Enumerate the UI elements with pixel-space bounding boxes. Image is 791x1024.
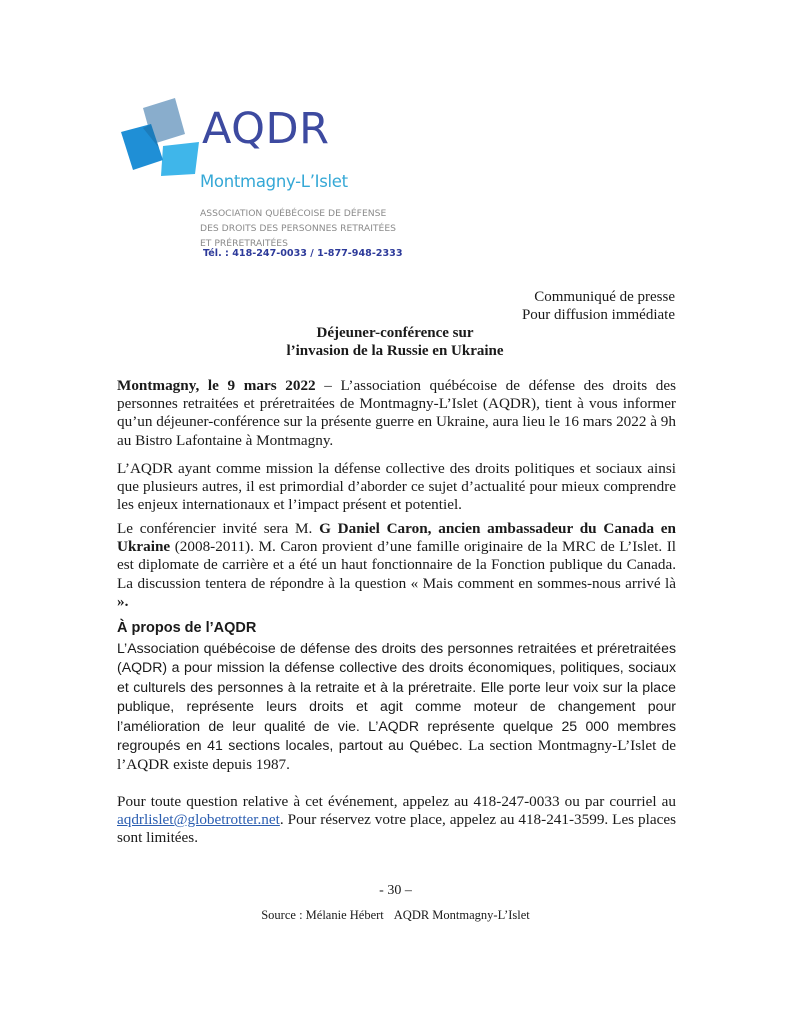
paragraph-text: La section Montmagny-L’Islet de l’AQDR existe depuis 1987. <box>117 737 677 774</box>
dateline: Montmagny, le 9 mars 2022 <box>117 377 316 394</box>
logo-telephone: Tél. : 418-247-0033 / 1-877-948-2333 <box>203 248 403 259</box>
end-marker: - 30 – <box>379 883 412 898</box>
title-line: Déjeuner-conférence sur <box>316 325 474 341</box>
paragraph-text: . Pour réservez votre place, appelez au 418-241-3599. Les places sont limitées. <box>117 811 676 847</box>
document-title <box>110 324 680 360</box>
paragraph-announcement <box>117 377 676 450</box>
aqdr-squares-icon <box>115 98 199 178</box>
logo-title: AQDR <box>202 104 330 154</box>
paragraph-text: Le conférencier invité sera M. <box>117 520 320 537</box>
paragraph-contact <box>117 793 676 848</box>
paragraph-text: L’Association québécoise de défense des droits des personnes retraitées et préretraitées (AQDR) a pour mission la défense collective des droits économiques, politiques, sociaux et culturels des personnes à la retraite et à la préretraite. Elle porte leur voix sur la place publique, représente leurs droits et agit comme moteur de changement pour l’amélioration de leur qualité de vie. L’AQDR représente quelque 25 000 membres regroupés en 41 sections locales, partout au Québec. <box>117 640 676 754</box>
paragraph-mission: L’AQDR ayant comme mission la défense collective des droits politiques et sociaux ainsi que plusieurs autres, il est primordial d’aborder ce sujet d’actualité pour mieux comprendre les enjeux internationaux et l’impact présent et potentiel. <box>117 460 676 514</box>
source-organization: AQDR Montmagny-L’Islet <box>393 908 530 922</box>
email-link[interactable]: aqdrlislet@globetrotter.net <box>117 811 280 829</box>
source-author: Source : Mélanie Hébert <box>261 908 384 922</box>
paragraph-about <box>117 639 676 775</box>
paragraph-speaker <box>117 520 676 611</box>
speaker-name: G Daniel Caron, ancien ambassadeur du Canada en Ukraine <box>117 520 676 556</box>
press-release-label <box>522 288 675 324</box>
closing-quote: ». <box>117 592 129 610</box>
about-heading: À propos de l’AQDR <box>117 620 257 636</box>
logo-subtitle: Montmagny-L’Islet <box>200 172 348 191</box>
association-line: ASSOCIATION QUÉBÉCOISE DE DÉFENSE <box>200 208 387 219</box>
release-note: Pour diffusion immédiate <box>521 307 675 323</box>
paragraph-text: Pour toute question relative à cet événement, appelez au 418-247-0033 ou par courriel au <box>117 793 676 810</box>
source-line <box>0 908 791 923</box>
logo-association-name <box>200 206 440 251</box>
title-line: l’invasion de la Russie en Ukraine <box>286 343 504 359</box>
press-release-type: Communiqué de presse <box>534 289 675 305</box>
paragraph-text: – L’association québécoise de défense des droits des personnes retraitées et préretraitées de Montmagny-L’Islet (AQDR), tient à vous informer qu’un déjeuner-conférence sur la présente guerre en Ukraine, aura lieu le 16 mars 2022 à 9h au Bistro Lafontaine à Montmagny. <box>117 377 676 449</box>
paragraph-text: (2008-2011). M. Caron provient d’une famille originaire de la MRC de L’Islet. Il est diplomate de carrière et a été un haut fonctionnaire de la Fonction publique du Canada. La discussion tentera de répondre à la question « Mais comment en sommes-nous arrivé là <box>117 538 676 592</box>
aqdr-logo <box>115 98 435 268</box>
association-line: ET PRÉRETRAITÉES <box>200 238 288 249</box>
association-line: DES DROITS DES PERSONNES RETRAITÉES <box>200 223 396 234</box>
